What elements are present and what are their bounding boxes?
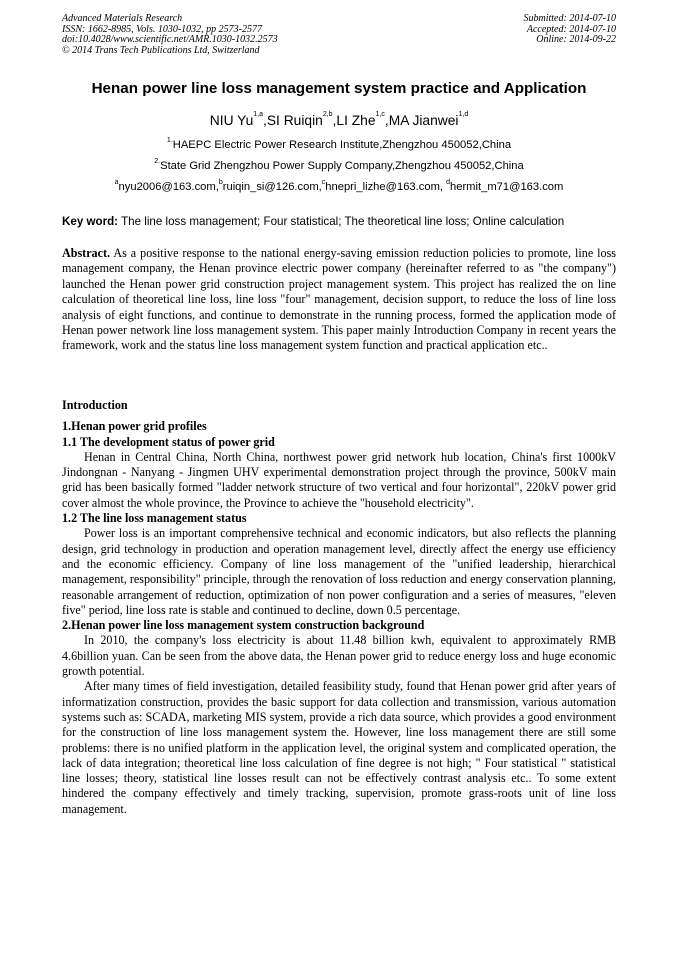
affiliation-1 [0, 139, 678, 151]
email-address: ruiqin_si@126.com, [222, 181, 322, 193]
affiliation-sup: 1. [166, 137, 173, 144]
journal-header-right [524, 14, 617, 46]
issn-line: ISSN: 1662-8985, Vols. 1030-1032, pp 2573-2577 [62, 23, 262, 35]
accepted-date: Accepted: 2014-07-10 [526, 23, 616, 35]
author-sep: , [262, 113, 267, 128]
email-list [0, 181, 678, 193]
author-name: LI Zhe [336, 113, 376, 128]
copyright-line: © 2014 Trans Tech Publications Ltd, Switzerland [62, 44, 260, 56]
paper-title: Henan power line loss management system practice and Application [91, 80, 587, 97]
paragraph: After many times of field investigation, detailed feasibility study, found that Henan power grid after years of informatization construction, provides the basic support for data collection and transmission, various automation systems such as: SCADA, marketing MIS system, provide a rich data source, which provides a good environment for the construction of line loss management system the. However, line loss management there are still some problems: there is no unified platform in the application level, the original system and complicated operation, the lack of data integration; theoretical line loss calculation of fine degree is not high; " Four statistical " statistical line losses; theory, statistical line losses result can not be effectively contrast analysis etc.. To some extent hindered the company effectively and timely tracking, supervision, promote grass-roots unit of line loss management. [62, 679, 616, 816]
email-address: hermit_m71@163.com [450, 181, 564, 193]
affiliation-2 [0, 160, 678, 172]
keywords-text: The line loss management; Four statistical; The theoretical line loss; Online calculation [121, 215, 565, 228]
email-sup: a [114, 179, 119, 186]
email-sup: c [321, 179, 326, 186]
paragraph: Power loss is an important comprehensive technical and economic indicators, but also reflects the planning design, grid technology in production and operation management level, directly affect the energy use efficiency and the economic efficiency. Company of line loss management of the "unified leadership, hierarchical management, responsibility" principle, through the renovation of loss reduction and energy conservation planning, reasonable arrangement of reduction, optimization of non power configuration and a series of measures, "eleven five" period, line loss rate is stable and continued to decline, down 0.5 percentage. [62, 526, 616, 617]
subsection-heading-1-1: 1.1 The development status of power grid [62, 434, 275, 449]
subsection-heading-1-2: 1.2 The line loss management status [62, 511, 247, 526]
section-heading-2: 2.Henan power line loss management system construction background [62, 618, 425, 633]
doi-line: doi:10.4028/www.scientific.net/AMR.1030-1032.2573 [62, 34, 278, 46]
affiliation-text: HAEPC Electric Power Research Institute,Zhengzhou 450052,China [172, 139, 512, 151]
affiliation-sup: 2. [154, 158, 161, 165]
author-name: NIU Yu [209, 113, 254, 128]
author-sep: , [384, 113, 389, 128]
abstract-text: As a positive response to the national energy-saving emission reduction policies to promote, line loss management company, the Henan province electric power company (hereinafter referred to as "the company") launched the Henan power grid construction project management system. This project has realized the on line calculation of theoretical line loss, line loss "four" management, decision support, to reduce the loss of line loss analysis of eight functions, and continue to demonstrate in the running process, formed the application mode of Henan power network line loss management system. This paper mainly Introduction Company in recent years the framework, work and the status line loss management system function and practical application etc.. [62, 246, 616, 353]
paragraph: In 2010, the company's loss electricity is about 11.48 billion kwh, equivalent to approximately RMB 4.6billion yuan. Can be seen from the above data, the Henan power grid to reduce energy loss and huge economic growth potential. [62, 633, 616, 679]
body-text [62, 398, 616, 817]
submitted-date: Submitted: 2014-07-10 [523, 13, 616, 24]
section-heading-introduction: Introduction [62, 398, 128, 412]
author-sup: 1,c [375, 111, 385, 118]
affiliation-text: State Grid Zhengzhou Power Supply Company,Zhengzhou 450052,China [160, 160, 524, 172]
email-sup: b [218, 179, 223, 186]
paragraph: Henan in Central China, North China, northwest power grid network hub location, China's first 1000kV Jindongnan - Nanyang - Jingmen UHV experimental demonstration project through the province, 500kV main grid has been basically formed "ladder network structure of two vertical and four horizontal", 220kV power grid cover almost the whole province, the Province to achieve the "household electricity". [62, 449, 616, 510]
email-sup: d [446, 179, 451, 186]
author-name: SI Ruiqin [266, 113, 323, 128]
journal-header-left [62, 14, 278, 56]
section-heading-1: 1.Henan power grid profiles [62, 419, 207, 434]
author-list [0, 113, 678, 128]
abstract-label: Abstract. [62, 246, 111, 260]
author-sep: , [332, 113, 337, 128]
online-date: Online: 2014-09-22 [536, 34, 616, 46]
email-address: hnepri_lizhe@163.com, [325, 181, 447, 193]
email-address: nyu2006@163.com, [118, 181, 219, 193]
author-sup: 1,d [458, 111, 469, 118]
abstract [62, 246, 616, 354]
journal-name: Advanced Materials Research [62, 13, 183, 24]
author-name: MA Jianwei [388, 113, 459, 128]
author-sup: 2,b [322, 111, 333, 118]
keywords [62, 215, 617, 228]
author-sup: 1,a [253, 111, 263, 118]
keywords-label: Key word: [62, 215, 119, 228]
